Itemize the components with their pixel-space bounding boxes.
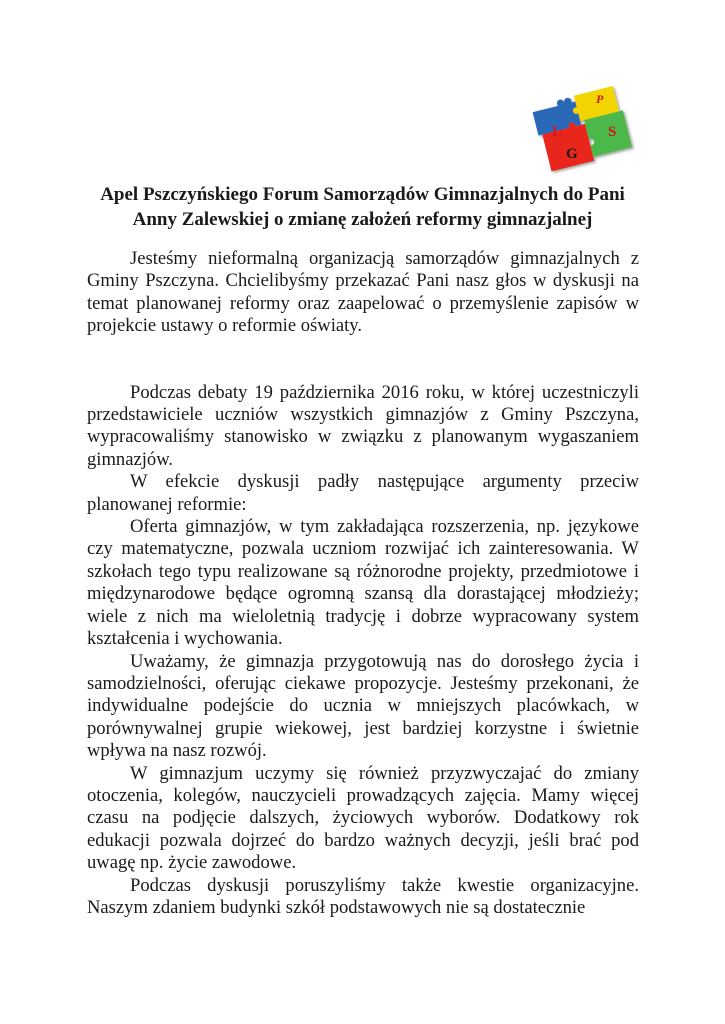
paragraph-intro: Jesteśmy nieformalną organizacją samorządów gimnazjalnych z Gminy Pszczyna. Chcielibyśmy przekazać Pani nasz głos w dyskusji na temat planowanej reformy oraz zaapelować o przemyślenie zapisów w projekcie ustawy o reformie oświaty. (87, 248, 639, 337)
logo-letter-p: P (596, 92, 604, 106)
puzzle-logo (530, 80, 640, 175)
paragraph-organization: Podczas dyskusji poruszyliśmy także kwestie organizacyjne. Naszym zdaniem budynki szkół podstawowych nie są dostatecznie (87, 874, 639, 918)
paragraph-offer: Oferta gimnazjów, w tym zakładająca rozszerzenia, np. językowe czy matematyczne, pozwala uczniom rozwijać ich zainteresowania. W szkołach tego typu realizowane są różnorodne projekty, przedmiotowe i międzynarodowe będące ogromną szansą dla dorastającej młodzieży; wiele z nich ma wieloletnią tradycję i dobrze wypracowany system kształcenia i wychowania. (87, 516, 639, 650)
paragraph-arguments-intro: W efekcie dyskusji padły następujące argumenty przeciw planowanej reformie: (87, 471, 639, 515)
document-body (87, 248, 639, 919)
paragraph-adaptation: W gimnazjum uczymy się również przyzwyczajać do zmiany otoczenia, kolegów, nauczycieli prowadzących zajęcia. Mamy więcej czasu na podjęcie dalszych, życiowych wyborów. Dodatkowy rok edukacji pozwala dojrzeć do bardzo ważnych decyzji, jeśli brać pod uwagę np. życie zawodowe. (87, 762, 639, 874)
logo-letter-g: G (566, 146, 578, 162)
logo-letter-l: L (552, 124, 563, 140)
paragraph-debate: Podczas debaty 19 października 2016 roku, w której uczestniczyli przedstawiciele uczniów wszystkich gimnazjów z Gminy Pszczyna, wypracowaliśmy stanowisko w związku z planowanym wygaszaniem gimnazjów. (87, 381, 639, 470)
document-title: Apel Pszczyńskiego Forum Samorządów Gimnazjalnych do Pani Anny Zalewskiej o zmianę założeń reformy gimnazjalnej (100, 184, 625, 230)
logo-letter-s: S (608, 124, 617, 140)
paragraph-preparation: Uważamy, że gimnazja przygotowują nas do dorosłego życia i samodzielności, oferując ciekawe propozycje. Jesteśmy przekonani, że indywidualne podejście do ucznia w mniejszych placówkach, w porównywalnej grupie wiekowej, jest bardziej korzystne i świetnie wpływa na nasz rozwój. (87, 650, 639, 762)
